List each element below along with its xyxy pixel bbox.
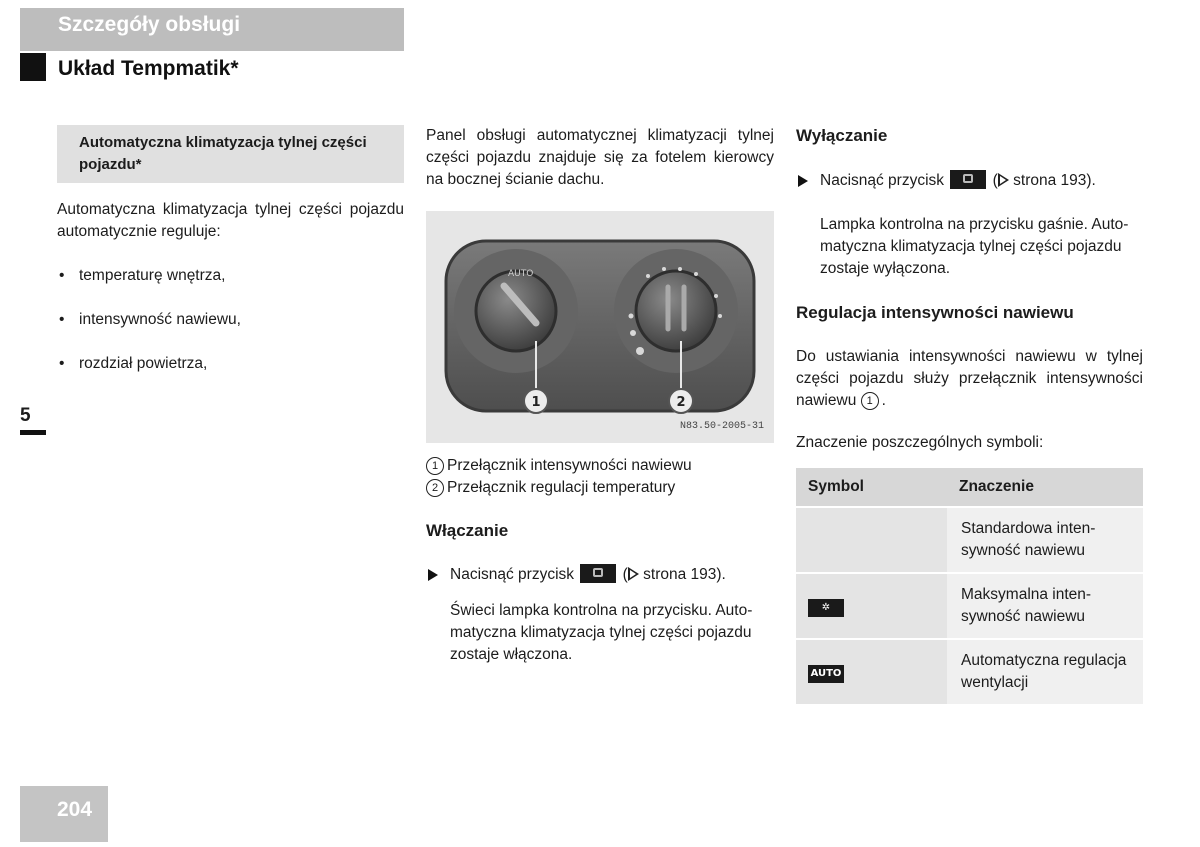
symbol-cell [796,639,947,704]
column-left [57,125,404,397]
action-arrow-icon [428,569,438,581]
page-reference: strona 193). [1013,172,1096,189]
legend-text: Przełącznik regulacji temperatury [447,479,676,496]
ref-paren: ( [992,172,998,189]
page-reference: strona 193). [643,566,726,583]
column-header-symbol: Symbol [796,468,947,507]
column-right [796,125,1143,704]
legend-item [426,455,774,477]
symbol-cell [796,573,947,639]
table-row [796,507,1143,573]
table-row [796,639,1143,704]
climate-button-icon [580,564,616,583]
legend-item [426,477,774,499]
on-result: Świeci lampka kontrolna na przycisku. Automatyczna klimatyzacja tylnej części pojazdu zostaje włączona. [450,602,753,663]
list-item: • intensywność nawiewu, [57,309,404,331]
fan-max-icon: ✲ [808,599,844,617]
figure-reference: N83.50-2005-31 [679,421,764,432]
intro-paragraph: Automatyczna klimatyzacja tylnej części pojazdu automatycznie reguluje: [57,201,404,240]
panel-location-paragraph: Panel obsługi automatycznej klimatyzacji tylnej części pojazdu znajduje się za fotelem kierowcy na bocznej ścianie dachu. [426,127,774,188]
symbol-cell [796,507,947,573]
meaning-cell: Standardowa intensywność nawiewu [947,507,1143,573]
column-header-meaning: Znaczenie [947,468,1143,507]
callout-2: 2 [676,395,686,410]
off-result: Lampka kontrolna na przycisku gaśnie. Automatyczna klimatyzacja tylnej części pojazdu zostaje wyłączona. [820,216,1129,277]
legend-number: 2 [426,479,444,497]
section-marker [20,53,46,81]
meaning-cell: Automatyczna regulacja wentylacji [947,639,1143,704]
action-arrow-icon [798,175,808,187]
auto-icon: AUTO [808,665,844,683]
subheading-box [57,125,404,183]
list-item: • rozdział powietrza, [57,353,404,375]
list-item: • temperaturę wnętrza, [57,265,404,287]
meaning-cell: Maksymalna intensywność nawiewu [947,573,1143,639]
action-text: Nacisnąć przycisk [820,172,945,189]
legend-text: Przełącznik intensywności nawiewu [447,457,692,474]
on-heading: Włączanie [426,521,509,540]
control-panel-figure [426,211,774,443]
page-ref-icon [998,173,1009,187]
inline-number: 1 [861,392,879,410]
fan-paragraph [796,346,1143,412]
control-panel-illustration [426,211,774,443]
section-header: Szczegóły obsługi [20,8,404,51]
on-action [426,564,774,586]
page-title: Układ Tempmatik* [58,57,239,80]
fan-text: Do ustawiania intensywności nawiewu w tylnej części pojazdu służy przełącznik intensywności nawiewu [796,348,1143,409]
subheading: Automatyczna klimatyzacja tylnej części pojazdu* [79,134,367,173]
fan-text-end: . [881,392,886,409]
off-action [796,170,1143,192]
auto-marking: AUTO [508,269,534,279]
climate-button-icon [950,170,986,189]
table-header-row [796,468,1143,507]
table-row [796,573,1143,639]
page-ref-icon [628,567,639,581]
symbols-table [796,468,1143,704]
chapter-number: 5 [20,405,46,435]
callout-1: 1 [531,395,541,410]
column-middle [426,125,774,666]
page-number: 204 [20,786,108,842]
off-heading: Wyłączanie [796,126,888,145]
figure-legend [426,455,774,499]
legend-number: 1 [426,457,444,475]
feature-list [57,265,404,375]
symbols-intro: Znaczenie poszczególnych symboli: [796,434,1044,451]
fan-heading: Regulacja intensywności nawiewu [796,303,1074,322]
action-text: Nacisnąć przycisk [450,566,575,583]
ref-paren: ( [622,566,628,583]
